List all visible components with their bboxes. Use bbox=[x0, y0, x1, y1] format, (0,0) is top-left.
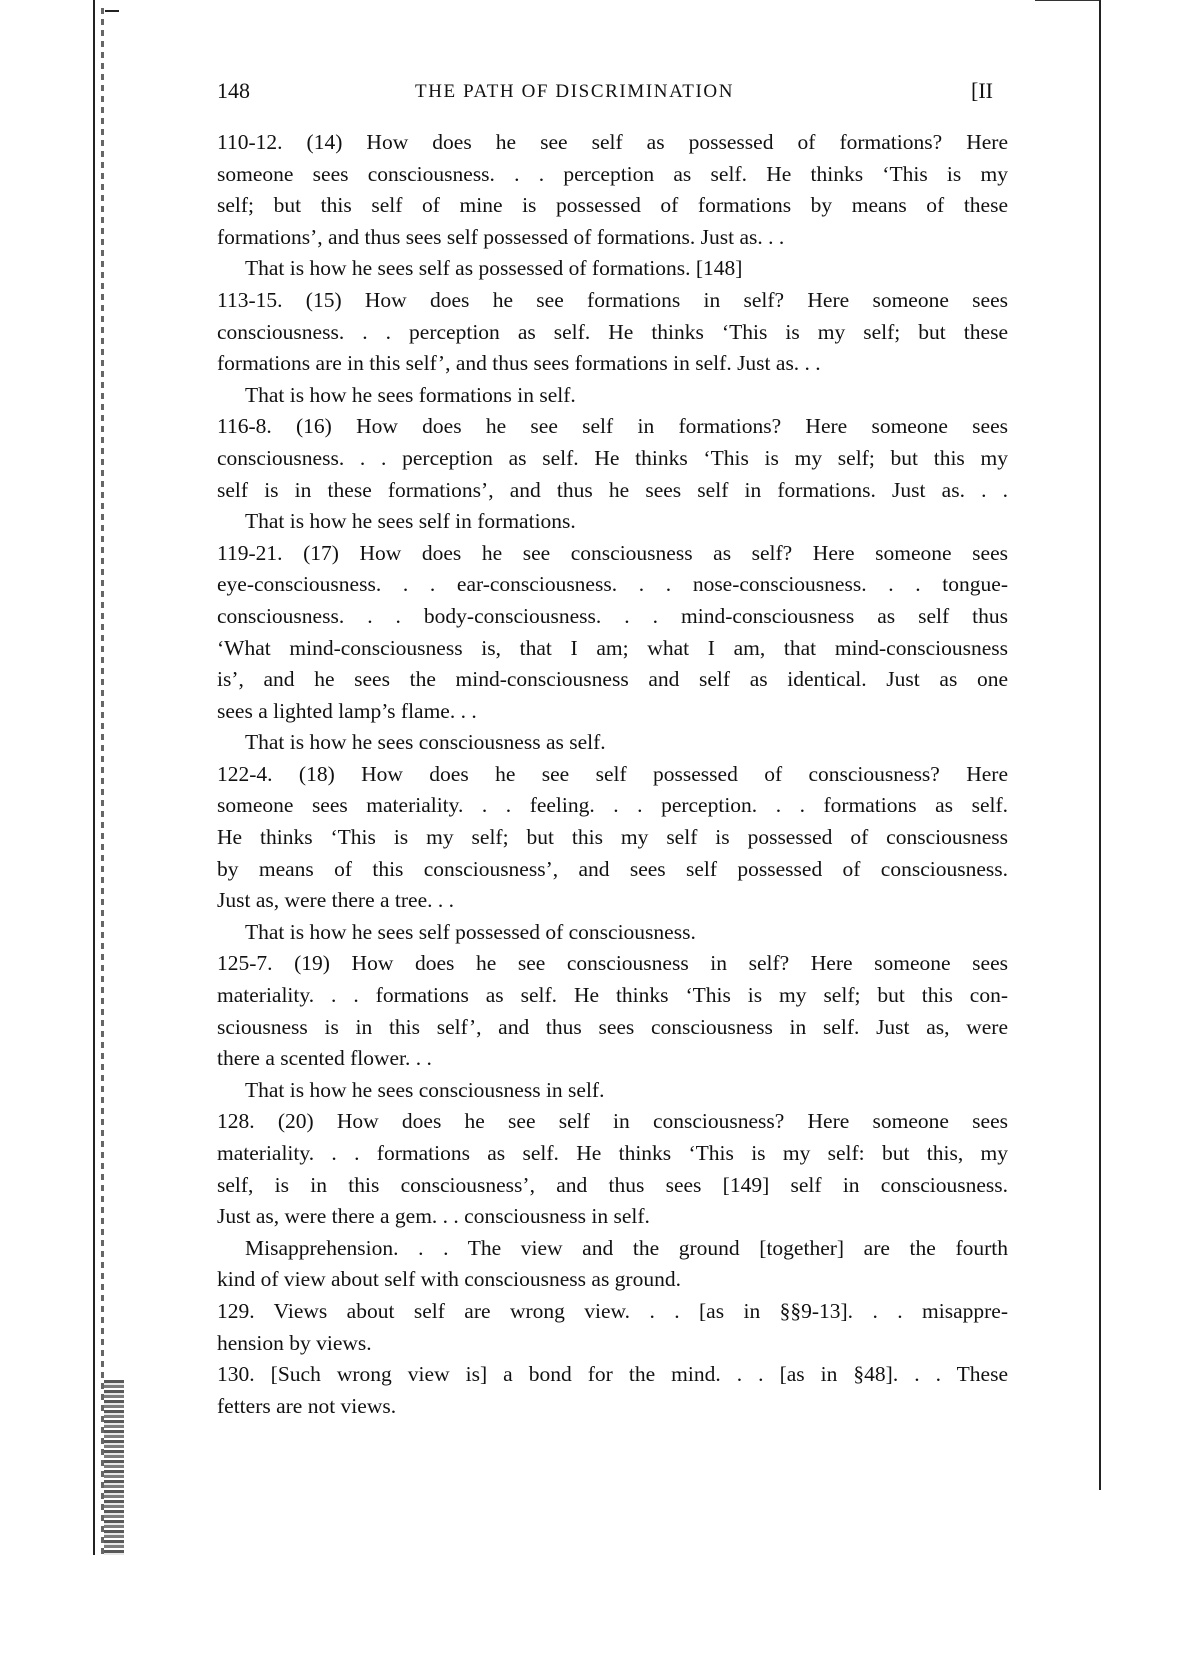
top-margin-line bbox=[1035, 0, 1099, 1]
body-text bbox=[217, 127, 1008, 1422]
scan-edge-line bbox=[93, 0, 95, 1555]
text-line: Misapprehension. . . The view and the ground [together] are the fourth bbox=[245, 1235, 1008, 1260]
text-line: 110-12. (14) How does he see self as possessed of formations? Here bbox=[217, 130, 1008, 154]
text-line: is’, and he sees the mind-consciousness and self as identical. Just as one bbox=[217, 667, 1008, 692]
text-line: fetters are not views. bbox=[217, 1393, 397, 1418]
text-line: 125-7. (19) How does he see consciousness in self? Here someone sees bbox=[217, 951, 1008, 976]
text-line: consciousness. . . perception as self. He thinks ‘This is my self; but these bbox=[217, 319, 1008, 344]
text-line: That is how he sees self as possessed of formations. [148] bbox=[245, 256, 743, 281]
text-line: ‘What mind-consciousness is, that I am; what I am, that mind-consciousness bbox=[217, 635, 1008, 660]
text-line: Just as, were there a gem. . . consciousness in self. bbox=[217, 1204, 650, 1229]
text-line: sciousness is in this self’, and thus sees consciousness in self. Just as, were bbox=[217, 1014, 1008, 1039]
text-line: That is how he sees self in formations. bbox=[245, 509, 576, 534]
text-line: That is how he sees consciousness as self. bbox=[245, 730, 606, 755]
text-line: 128. (20) How does he see self in consciousness? Here someone sees bbox=[217, 1109, 1008, 1134]
text-line: He thinks ‘This is my self; but this my self is possessed of consciousness bbox=[217, 825, 1008, 850]
text-line: formations are in this self’, and thus sees formations in self. Just as. . . bbox=[217, 351, 821, 376]
text-line: That is how he sees formations in self. bbox=[245, 382, 576, 407]
right-margin-line bbox=[1099, 0, 1101, 1490]
text-line: 130. [Such wrong view is] a bond for the mind. . . [as in §48]. . . These bbox=[217, 1362, 1008, 1387]
text-line: consciousness. . . perception as self. He thinks ‘This is my self; but this my bbox=[217, 445, 1008, 470]
text-line: there a scented flower. . . bbox=[217, 1046, 432, 1071]
text-line: materiality. . . formations as self. He thinks ‘This is my self: but this, my bbox=[217, 1141, 1008, 1165]
text-line: eye-consciousness. . . ear-consciousness. . . nose-consciousness. . . tongue- bbox=[217, 572, 1008, 597]
text-line: formations’, and thus sees self possessed of formations. Just as. . . bbox=[217, 224, 785, 249]
page-header bbox=[217, 78, 1007, 108]
text-line: someone sees consciousness. . . perception as self. He thinks ‘This is my bbox=[217, 161, 1008, 186]
text-line: hension by views. bbox=[217, 1330, 372, 1355]
scan-edge-dotted-line bbox=[101, 8, 104, 1556]
text-line: self; but this self of mine is possessed of formations by means of these bbox=[217, 193, 1008, 218]
scan-edge-noise bbox=[104, 1380, 124, 1555]
text-line: self is in these formations’, and thus he sees self in formations. Just as. . . bbox=[217, 477, 1008, 502]
text-line: 119-21. (17) How does he see consciousness as self? Here someone sees bbox=[217, 540, 1008, 565]
running-title: THE PATH OF DISCRIMINATION bbox=[415, 81, 735, 102]
text-line: by means of this consciousness’, and sees self possessed of consciousness. bbox=[217, 856, 1008, 881]
text-line: sees a lighted lamp’s flame. . . bbox=[217, 698, 477, 723]
text-line: materiality. . . formations as self. He thinks ‘This is my self; but this con- bbox=[217, 983, 1008, 1008]
text-line: That is how he sees consciousness in self. bbox=[245, 1077, 605, 1102]
text-line: Just as, were there a tree. . . bbox=[217, 888, 454, 913]
text-line: consciousness. . . body-consciousness. . . mind-consciousness as self thus bbox=[217, 603, 1008, 628]
text-line: 113-15. (15) How does he see formations in self? Here someone sees bbox=[217, 287, 1008, 312]
text-line: 116-8. (16) How does he see self in formations? Here someone sees bbox=[217, 414, 1008, 439]
text-line: someone sees materiality. . . feeling. . . perception. . . formations as self. bbox=[217, 793, 1008, 818]
text-line: 129. Views about self are wrong view. . . [as in §§9-13]. . . misappre- bbox=[217, 1298, 1008, 1323]
page-number: 148 bbox=[217, 78, 250, 103]
text-line: That is how he sees self possessed of consciousness. bbox=[245, 919, 696, 944]
text-line: 122-4. (18) How does he see self possessed of consciousness? Here bbox=[217, 761, 1008, 786]
scan-edge-mark bbox=[105, 10, 119, 12]
text-line: kind of view about self with consciousness as ground. bbox=[217, 1267, 681, 1292]
part-mark: [II bbox=[971, 78, 993, 103]
text-line: self, is in this consciousness’, and thus sees [149] self in consciousness. bbox=[217, 1172, 1008, 1197]
